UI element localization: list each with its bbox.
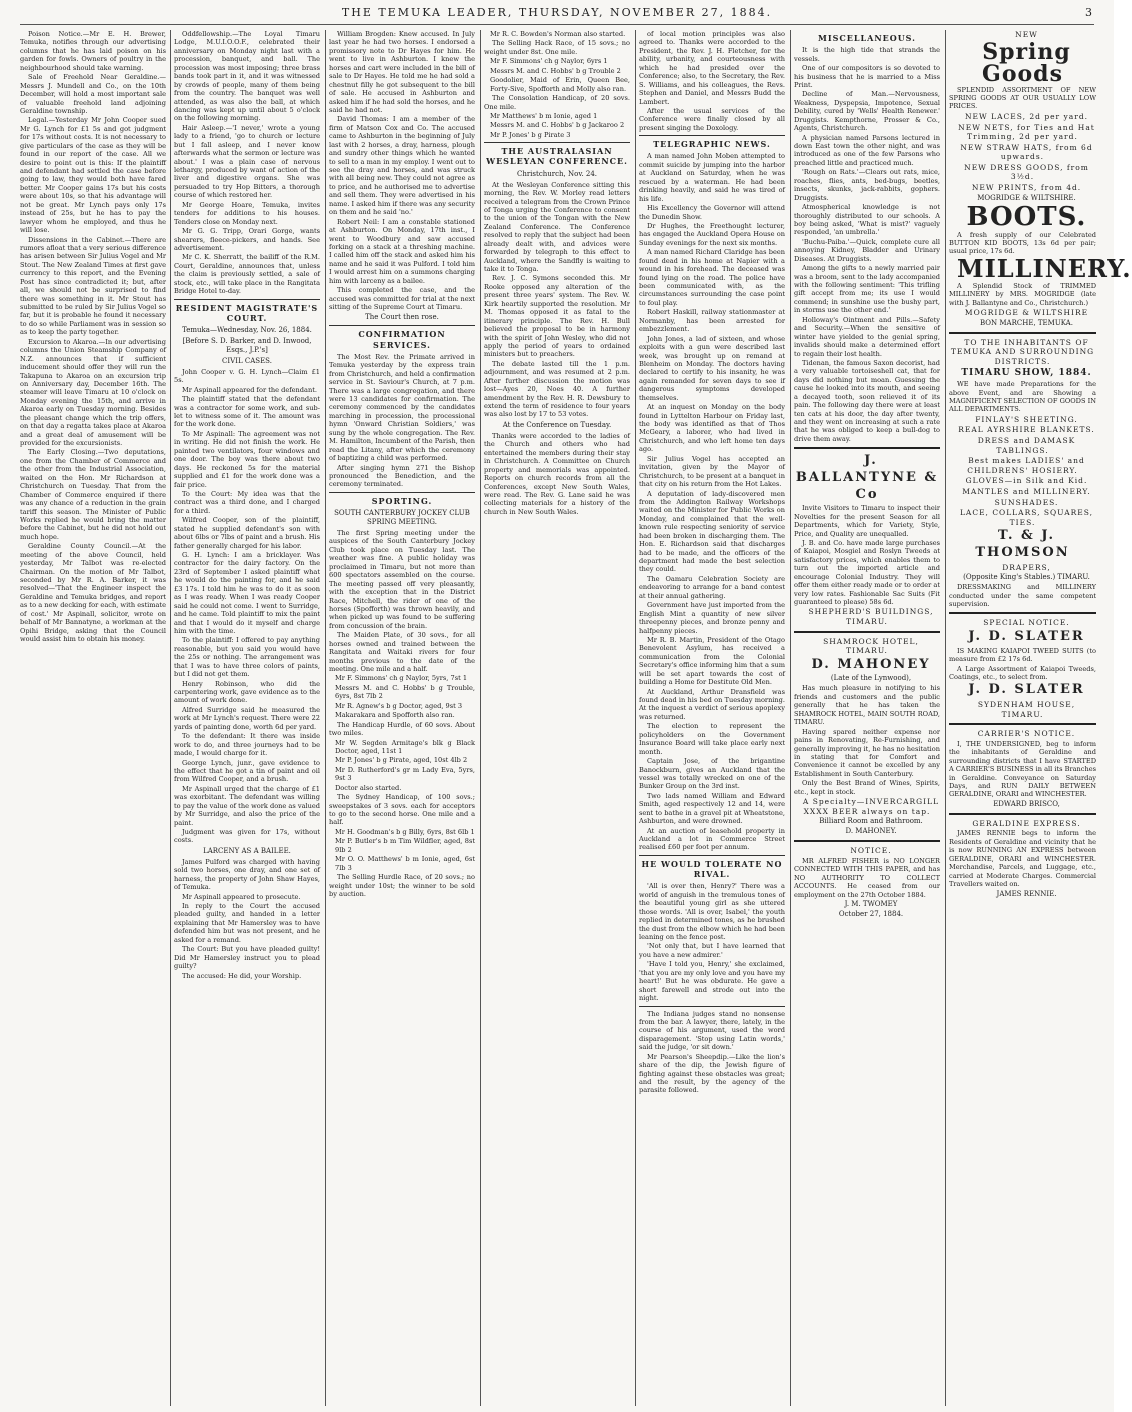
race-result: Goodolier, Maid of Erin, Queen Bee, Forty-Sive, Spofforth and Molly also ran. bbox=[490, 76, 630, 93]
column-2 bbox=[174, 30, 320, 1406]
paragraph: After singing hymn 271 the Bishop pronounced the Benediction, and the ceremony terminated. bbox=[329, 463, 475, 489]
ad-item: DRESS and DAMASK TABLINGS. bbox=[977, 436, 1076, 455]
paragraph: A physician named Parsons lectured in down East town the other night, and was introduced as one of the few Parsons who preached little and practiced much. bbox=[794, 133, 940, 167]
ad-text: J. B. and Co. have made large purchases of Kaiapoi, Mosgiel and Roslyn Tweeds at satisfactory prices, which enables them to turn out the imported article and encourage Colonial Industry. They will offer them either ready made or to order at very low rates. Fashionable Sac Suits (Fit guaranteed to please) 58s 6d. bbox=[794, 538, 940, 607]
ad-text: Billiard Room and Bathroom. bbox=[819, 817, 923, 826]
race-result: Mr F. Simmons' ch g Naylor, 6yrs 1 bbox=[490, 57, 608, 66]
section-heading: THE AUSTRALASIAN WESLEYAN CONFERENCE. bbox=[486, 146, 628, 167]
ad-text: MR ALFRED FISHER is NO LONGER CONNECTED WITH THIS PAPER, and has NO AUTHORITY TO COLLECT ACCOUNTS. He ceased from our employment on the 27th October 1884. bbox=[794, 856, 940, 899]
ad-item: MANTLES and MILLINERY. bbox=[962, 486, 1091, 496]
paragraph: The Handicap Hurdle, of 60 sovs. About two miles. bbox=[329, 720, 475, 738]
ad-item: REAL AYRSHIRE BLANKETS. bbox=[958, 425, 1095, 435]
ad-heading: CARRIER'S NOTICE. bbox=[977, 729, 1076, 739]
paragraph: Wilfred Cooper, son of the plaintiff, stated he supplied defendant's son with about 6lbs or 7lbs of paint and a brush. His father generally charged for his labor. bbox=[174, 516, 320, 550]
paragraph: It is the high tide that strands the vessels. bbox=[794, 46, 940, 63]
paragraph: The Most Rev. the Primate arrived in Temuka yesterday by the express train from Christchurch, and held a confirmation service in St. Saviour's Church, at 7 p.m. There was a large congregation, and there were 13 candidates for confirmation. The ceremony commenced by the candidates marching in procession, the processional hymn 'Onward Christian Soldiers,' was sung by the whole congregation. The Rev. M. Hamilton, Incumbent of the Parish, then read the Litany, after which the ceremony of baptizing a child was performed. bbox=[329, 352, 475, 463]
race-result: Mr D. Rutherford's gr m Lady Eva, 5yrs, 9st 3 bbox=[335, 765, 475, 783]
ad-address: SYDENHAM HOUSE, TIMARU. bbox=[977, 700, 1076, 719]
ad-text: Only the Best Brand of Wines, Spirits, etc., kept in stock. bbox=[794, 779, 940, 796]
paragraph: At the Wesleyan Conference sitting this morning, the Rev. W. Morley read letters received a telegram from the Crown Prince of Tonga urging the Conference to consent to the union of the Tongan with the New Zealand Conference. The Conference resolved to reply that the subject had been already dealt with, and advices were forwarded by telegraph to this effect to Auckland, where the Sandfly is waiting to take it to Tonga. bbox=[484, 180, 630, 274]
ad-item: GLOVES—in Silk and Kid. bbox=[965, 476, 1088, 486]
ad-text: A Large Assortment of Kaiapoi Tweeds, Coatings, etc., to select from. bbox=[949, 664, 1096, 681]
notice-heading: NOTICE. bbox=[850, 846, 892, 856]
column-rule bbox=[170, 30, 171, 1406]
race-result: Messrs M. and C. Hobbs' b g Jackaroo 2 bbox=[490, 121, 625, 130]
section-heading: HE WOULD TOLERATE NO RIVAL. bbox=[641, 858, 783, 880]
ad-heading: TIMARU SHOW, 1884. bbox=[961, 367, 1092, 378]
ad-millinery-title: MILLINERY. bbox=[957, 253, 1132, 283]
paragraph: Captain Jose, of the brigantine Banockburn, gives an Auckland that the vessel was totally wrecked on one of the Bunker Group on the 3rd inst. bbox=[639, 757, 785, 791]
ad-firm-name: MOGRIDGE & WILTSHIRE bbox=[964, 308, 1089, 318]
divider bbox=[484, 142, 630, 143]
paragraph: Mr G. G. Tripp, Orari Gorge, wants shearers, fleece-pickers, and hands. See advertisement. bbox=[174, 227, 320, 252]
paragraph: John Jones, a lad of sixteen, and whose exploits with a gun were described last week, was brought up on remand at Blenheim on Monday. The doctors having declared to certify to his insanity, he was again remanded for seven days to see if dangerous symptoms developed themselves. bbox=[639, 334, 785, 402]
paragraph: The Selling Hurdle Race, of 20 sovs.; no weight under 10st; the winner to be sold by auction. bbox=[329, 873, 475, 898]
paragraph: The Sydney Handicap, of 100 sovs.; sweepstakes of 3 sovs. each for acceptors to go to the second horse. One mile and a half. bbox=[329, 793, 475, 827]
ad-mahoney-title: D. MAHONEY bbox=[811, 656, 931, 672]
divider bbox=[639, 855, 785, 856]
column-rule bbox=[480, 30, 481, 1406]
paragraph: Mr George Hoare, Temuka, invites tenders for additions to his houses. Tenders close on Monday next. bbox=[174, 200, 320, 226]
race-result: Messrs M. and C. Hobbs' b g Trouble 2 bbox=[490, 66, 621, 75]
paragraph: The Selling Hack Race, of 15 sovs.; no weight under 8st. One mile. bbox=[484, 39, 630, 56]
ad-address: SHEPHERD'S BUILDINGS, TIMARU. bbox=[808, 607, 934, 627]
ad-ballantyne-title: J. BALLANTYNE & Co bbox=[795, 453, 939, 502]
paragraph: Sale of Freehold Near Geraldine.—Messrs J. Mundell and Co., on the 10th December, will hold a most important sale of valuable freehold land adjoining Geraldine township. bbox=[20, 73, 166, 115]
race-result: Makarakara and Spofforth also ran. bbox=[335, 711, 455, 720]
ad-item: NEW DRESS GOODS, from 3½d. bbox=[964, 162, 1089, 182]
race-result: Mr F. Simmons' ch g Naylor, 5yrs, 7st 1 bbox=[335, 674, 468, 683]
ad-text: JAMES RENNIE begs to inform the Residents of Geraldine and vicinity that he is now RUNNING AN EXPRESS between GERALDINE, ORARI and WINCHESTER. Merchandise, Parcels, and Luggage, etc., carried at Moderate Charges. Commercial Travellers waited on. bbox=[949, 829, 1096, 889]
section-heading: RESIDENT MAGISTRATE'S COURT. bbox=[175, 302, 319, 323]
paragraph: Oddfellowship.—The Loyal Timaru Lodge, M.U.I.O.O.F., celebrated their anniversary on Monday night last with a procession, banquet, and ball. The procession was most imposing; three brass bands took part in it, and it was witnessed by crowds of people, many of them being from the country. The banquet was well attended, as was also the ball, at which dancing was kept up until about 5 o'clock on the following morning. bbox=[174, 30, 320, 123]
divider bbox=[794, 840, 940, 842]
race-result: Mr P. Jones' b g Pirate 3 bbox=[490, 130, 571, 139]
ad-text: Having spared neither expense nor pains in Renovating, Re-Furnishing, and generally improving it, he has no hesitation in stating that for Comfort and Convenience it cannot be excelled by any Establishment in South Canterbury. bbox=[794, 727, 940, 778]
paragraph: 'Buchu-Paiba.'—Quick, complete cure all annoying Kidney, Bladder and Urinary Diseases. At Druggists. bbox=[794, 237, 940, 263]
subheading: At the Conference on Tuesday. bbox=[502, 420, 612, 429]
ad-text: A Splendid Stock of TRIMMED MILLINERY by MRS. MOGRIDGE (late with J. Ballantyne and Co., Christchurch.) bbox=[949, 281, 1096, 307]
ad-text: WE have made Preparations for the above Event, and are Showing a MAGNIFICENT SELECTION OF GOODS IN ALL DEPARTMENTS. bbox=[949, 380, 1096, 414]
paragraph: The Court: But you have pleaded guilty! Did Mr Hamersley instruct you to plead guilty? bbox=[174, 945, 320, 971]
ad-text: Has much pleasure in notifying to his friends and customers and the public generally that he has taken the SHAMROCK HOTEL, MAIN SOUTH ROAD, TIMARU. bbox=[794, 684, 940, 727]
ad-item: SUNSHADES. bbox=[994, 497, 1059, 507]
paragraph: James Pulford was charged with having sold two horses, one dray, and one set of harness, the property of John Shaw Hayes, of Temuka. bbox=[174, 857, 320, 892]
paragraph: Rev. J. C. Symons seconded this. Mr Rooke opposed any alteration of the present three years' system. The Rev. W. Kirk heartily supported the resolution. Mr M. Thomas opposed it as fatal to the itinerary principle. The Rev. H. Bull believed the proposal to be in harmony with the spirit of John Wesley, who did not apply the period of years to ordained ministers but to preachers. bbox=[484, 274, 630, 359]
ad-item: NEW NETS, for Ties and Hat Trimming, 2d per yard. bbox=[958, 122, 1095, 142]
race-result: Mr O. O. Matthews' b m Ionie, aged, 6st 7lb 3 bbox=[335, 855, 475, 872]
divider bbox=[949, 813, 1096, 815]
page-number: 3 bbox=[1085, 6, 1094, 19]
section-heading: MISCELLANEOUS. bbox=[818, 33, 916, 43]
paragraph: The Oamaru Celebration Society are endeavoring to arrange for a band contest at their annual gathering. bbox=[639, 574, 785, 600]
ad-item: Best makes LADIES' and CHILDRENS' HOSIERY. bbox=[967, 456, 1085, 475]
paragraph: Dissensions in the Cabinet.—There are rumors afloat that a very serious difference has arisen between Sir Julius Vogel and Mr Stout. The New Zealand Times at first gave currency to this report, and the Evening Post has since contradicted it; but, after all, we should not be surprised to find there was something in it. Mr Stout has submitted to be ruled by Sir Julius Vogel so far, but it is probable he found it necessary to do so while Parliament was in session so as to keep the party together. bbox=[20, 235, 166, 337]
ad-text: DRESSMAKING and MILLINERY conducted under the same competent supervision. bbox=[949, 583, 1096, 609]
paragraph: 'Rough on Rats.'—Clears out rats, mice, roaches, flies, ants, bed-bugs, beetles, insects, skunks, jack-rabbits, gophers. Druggists. bbox=[794, 168, 940, 202]
paragraph: Judgment was given for 17s, without costs. bbox=[174, 828, 320, 845]
divider bbox=[794, 447, 940, 449]
divider bbox=[329, 325, 475, 326]
paragraph: One of our compositors is so devoted to his business that he is married to a Miss Print. bbox=[794, 64, 940, 89]
paragraph: Decline of Man.—Nervousness, Weakness, Dyspepsia, Impotence, Sexual Debility, cured by 'Wells' Health Renewer.' Druggists. Kempthorne, Prosser & Co., Agents, Christchurch. bbox=[794, 90, 940, 133]
paragraph: Robert Haskill, railway stationmaster at Normanby, has been arrested for embezzlement. bbox=[639, 308, 785, 334]
ad-slater-title: J. D. SLATER bbox=[968, 629, 1085, 645]
paragraph: The Consolation Handicap, of 20 sovs. One mile. bbox=[484, 94, 630, 111]
masthead-title: THE TEMUKA LEADER, THURSDAY, NOVEMBER 27, 1884. bbox=[341, 6, 773, 19]
paragraph: 'Have I told you, Henry,' she exclaimed, 'that you are my only love and you have my heart!' But he was obdurate. He gave a short farewell and strode out into the night. bbox=[639, 960, 785, 1003]
paragraph: Excursion to Akaroa.—In our advertising columns the Union Steamship Company of N.Z. announces that if sufficient inducement should offer they will run the Takapuna to Akaroa on an excursion trip on Anniversary day, December 16th. The steamer will leave Timaru at 10 o'clock on Monday evening the 15th, and arrive in Akaroa early on Tuesday morning. Besides the pleasant change which the trip offers, on that day a regatta takes place at Akaroa and a great deal of amusement will be provided for the excursionists. bbox=[20, 337, 166, 447]
divider bbox=[949, 612, 1096, 614]
paragraph: G. H. Lynch: I am a bricklayer. Was contractor for the dairy factory. On the 23rd of September I asked plaintiff what he would do the painting for, and he said £3 17s. I told him he was to do it as soon as I was ready. When I was ready Cooper said he could not come. I went to Surridge, and he came. Told plaintiff to mix the paint and that I would do it myself and charge him with the time. bbox=[174, 551, 320, 635]
ad-subtitle: DRAPERS, bbox=[1002, 562, 1051, 572]
ad-spring-goods-title: Spring Goods bbox=[982, 38, 1071, 87]
race-result: Messrs M. and C. Hobbs' b g Trouble, 6yrs, 8st 7lb 2 bbox=[335, 683, 475, 701]
paragraph: In reply to the Court the accused pleaded guilty, and handed in a letter explaining that Mr Hamersley was to have defended him but was not present, and he asked for a remand. bbox=[174, 902, 320, 944]
ad-text: Invite Visitors to Timaru to inspect their Novelties for the present Season for all Departments, which for Variety, Style, Price, and Quality are unequalled. bbox=[794, 504, 940, 538]
column-rule bbox=[945, 30, 946, 1406]
paragraph: George Lynch, junr., gave evidence to the effect that he got a tin of paint and oil from Wilfred Cooper, and a brush. bbox=[174, 758, 320, 784]
column-7 bbox=[949, 30, 1132, 1406]
race-result: Mr P. Butler's b m Tim Wildfler, aged, 8st 9lb 2 bbox=[335, 837, 475, 854]
paragraph: His Excellency the Governor will attend the Dunedin Show. bbox=[639, 204, 785, 221]
paragraph: Dr Hughes, the Freethought lecturer, has engaged the Auckland Opera House on Sunday evenings for the next six months. bbox=[639, 221, 785, 247]
divider bbox=[794, 631, 940, 633]
paragraph: Legal.—Yesterday Mr John Cooper sued Mr G. Lynch for £1 5s and got judgment for 17s without costs. It is not necessary to give particulars of the case as they will be found in our report of the case. All we desire to point out is this: If the plaintiff and defendant had settled the case before going to law, they would both have fared better. Mr Cooper gains 17s but his costs were about 10s, so that his advantage will not be great. Mr Lynch pays only 17s instead of 25s, but he has to pay the lawyer whom he employed, and thus he will lose. bbox=[20, 116, 166, 235]
columns bbox=[20, 30, 1132, 1406]
ad-item: FINLAY'S SHEETING. bbox=[975, 414, 1078, 424]
ad-text: SPLENDID ASSORTMENT OF NEW SPRING GOODS AT OUR USUALLY LOW PRICES. bbox=[949, 85, 1096, 111]
paragraph: Two lads named William and Edward Smith, aged respectively 12 and 14, were sent to bathe in a gravel pit at Wheatstone, Ashburton, and were drowned. bbox=[639, 791, 785, 826]
paragraph: At an auction of leasehold property in Auckland a lot in Commerce Street realised £60 per foot per annum. bbox=[639, 826, 785, 852]
paragraph: A man named Richard Claridge has been found dead in his home at Napier with a wound in his forehead. The deceased was found lying on the road. The police have been communicated with, as the circumstances surrounding the case point to foul play. bbox=[639, 248, 785, 307]
ad-text: A fresh supply of our Celebrated BUTTON KID BOOTS, 13s 6d per pair; usual price, 17s 6d. bbox=[949, 230, 1096, 256]
section-heading: CONFIRMATION SERVICES. bbox=[358, 329, 446, 350]
paragraph: To Mr Aspinall: The agreement was not in writing. He did not finish the work. He painted two ventilators, four windows and one door. The boy was there about two days. He reckoned 5s for the material supplied and £1 for the work done was a fair price. bbox=[174, 429, 320, 489]
paragraph: Sir Julius Vogel has accepted an invitation, given by the Mayor of Christchurch, to be present at a banquet in that city on his return from the Hot Lakes. bbox=[639, 454, 785, 489]
column-rule bbox=[325, 30, 326, 1406]
paragraph: 'All is over then, Henry?' There was a world of anguish in the tremulous tones of the beautiful young girl as she uttered those words. 'All is over, Isabel,' the youth replied in determined tones, as he brushed the dust from the elbow which he had been leaning on the fence post. bbox=[639, 882, 785, 942]
ad-thomson-title: T. & J. THOMSON bbox=[975, 528, 1070, 560]
paragraph: William Brogden: Knew accused. In July last year he had two horses. I endorsed a promissory note to Dr Hayes for him. He went to live in Ashburton. I knew the horses and cart were included in the bill of sale to Dr Hayes. He told me he had sold a chestnut filly he got subsequent to the bill of sale. He accused in Ashburton and asked him if he had sold the horses, and he said he had not. bbox=[329, 30, 475, 114]
paragraph: The election to represent the policyholders on the Government Insurance Board will take place early next month. bbox=[639, 722, 785, 756]
divider bbox=[949, 332, 1096, 334]
ad-signature: J. M. TWOMEY bbox=[844, 900, 898, 908]
ad-heading: TO THE INHABITANTS OF TEMUKA AND SURROUNDING DISTRICTS. bbox=[950, 337, 1095, 366]
column-rule bbox=[635, 30, 636, 1406]
paragraph: To the Court: My idea was that the contract was a third done, and I charged for a third. bbox=[174, 489, 320, 515]
paragraph: Tidenan, the famous Saxon decorist, had a very valuable tortoiseshell cat, that for days did nothing but moan. Guessing the cause he looked into its mouth, and seeing a decayed tooth, soon relieved it of its pain. The following day there were at least ten cats at his door, the day after twenty, and they went on increasing at such a rate that he was obliged to keep a bull-dog to drive them away. bbox=[794, 358, 940, 443]
race-result: Mr Matthews' b m Ionie, aged 1 bbox=[490, 111, 598, 120]
ad-signature: D. MAHONEY. bbox=[845, 827, 897, 836]
masthead bbox=[20, 6, 1094, 25]
paragraph: 'Not only that, but I have learned that you have a new admirer.' bbox=[639, 942, 785, 959]
column-3 bbox=[329, 30, 475, 1406]
divider bbox=[639, 1006, 785, 1007]
bench-line: [Before S. D. Barker, and D. Inwood, Esqs., J.P.'s] bbox=[182, 336, 312, 354]
paragraph: Mr C. K. Sherratt, the bailiff of the R.M. Court, Geraldine, announces that, unless the claim is previously settled, a sale of stock, etc., will take place in the Rangitata Bridge Hotel to-day. bbox=[174, 253, 320, 296]
subheading: SOUTH CANTERBURY JOCKEY CLUB SPRING MEETING. bbox=[334, 509, 470, 527]
paragraph: Robert Neil: I am a constable stationed at Ashburton. On Monday, 17th inst., I went to Woodbury and saw accused forking on a stack at a threshing machine. I called him off the stack and asked him his name and he said it was Pulford. I told him I would arrest him on a summons charging him with larceny as a bailee. bbox=[329, 217, 475, 285]
paragraph: This completed the case, and the accused was committed for trial at the next sitting of the Supreme Court at Timaru. bbox=[329, 286, 475, 311]
paragraph: The Court then rose. bbox=[365, 313, 439, 322]
paragraph: Mr Aspinall appeared for the defendant. bbox=[182, 385, 317, 394]
ad-address: (Opposite King's Stables.) TIMARU. bbox=[963, 573, 1090, 582]
paragraph: Government have just imported from the English Mint a quantity of new silver threepenny pieces, and bronze penny and halfpenny pieces. bbox=[639, 601, 785, 635]
column-4 bbox=[484, 30, 630, 1406]
ad-heading: GERALDINE EXPRESS. bbox=[972, 818, 1081, 828]
paragraph: of local motion principles was also agreed to. Thanks were accorded to the President, the Rev. J. H. Fletcher, for the ability, urbanity, and courteousness with which he had presided over the Conference; also, to the Secretary, the Rev. S. Williams, and his colleagues, the Revs. Stephen and Daniel, and Messrs Budd the Lambert. bbox=[639, 30, 785, 106]
subheading: LARCENY AS A BAILEE. bbox=[203, 846, 291, 855]
paragraph: To the plaintiff: I offered to pay anything reasonable, but you said you would have the 25s or nothing. The arrangement was that I was to have three colors of paints, but I did not get them. bbox=[174, 636, 320, 679]
ad-text: A Specialty—INVERCARGILL XXXX BEER always on tap. bbox=[802, 797, 940, 816]
column-1 bbox=[20, 30, 166, 1406]
paragraph: The Indiana judges stand no nonsense from the bar. A lawyer, there, lately, in the course of his argument, used the word disparagement. 'Stop using Latin words,' said the judge, 'or sit down.' bbox=[639, 1009, 785, 1052]
paragraph: The plaintiff stated that the defendant was a contractor for some work, and sub-let to witness some of it. The amount was for the work done. bbox=[174, 395, 320, 429]
race-result: Mr R. C. Bowden's Norman also started. bbox=[490, 30, 626, 38]
paragraph: Poison Notice.—Mr E. H. Brewer, Temuka, notifies through our advertising columns that he has laid poison on his garden for fowls. Owners of poultry in the neighbourhood should take warning. bbox=[20, 30, 166, 72]
section-heading: SPORTING. bbox=[371, 495, 433, 506]
ad-address: BON MARCHE, TEMUKA. bbox=[980, 318, 1073, 327]
paragraph: Among the gifts to a newly married pair was a broom, sent to the lady accompanied with the following sentiment: 'This trifling gift accept from me; its use I would commend; in sunshine use the bushy part, in storms use the other end.' bbox=[794, 264, 940, 315]
paragraph: Holloway's Ointment and Pills.—Safety and Security.—When the sensitive of winter have yielded to the genial spring, invalids should make a determined effort to regain their lost health. bbox=[794, 315, 940, 358]
paragraph: The accused: He did, your Worship. bbox=[182, 971, 302, 980]
paragraph: At an inquest on Monday on the body found in Lyttelton Harbour on Friday last, the body was identified as that of Thos McGeary, a laborer, who had lived in Christchurch, and who left home ten days ago. bbox=[639, 403, 785, 454]
subheading: CIVIL CASES. bbox=[222, 356, 272, 365]
paragraph: The Maiden Plate, of 30 sovs., for all horses owned and trained between the Rangitata and Waitaki rivers for four months previous to the date of the meeting. One mile and a half. bbox=[329, 631, 475, 673]
column-6 bbox=[794, 30, 940, 1406]
divider bbox=[639, 135, 785, 136]
paragraph: Henry Robinson, who did the carpentering work, gave evidence as to the amount of work done. bbox=[174, 679, 320, 705]
ad-shamrock-heading: SHAMROCK HOTEL, TIMARU. bbox=[823, 636, 919, 656]
divider bbox=[329, 492, 475, 493]
race-result: Mr H. Goodman's b g Billy, 6yrs, 8st 6lb 1 bbox=[335, 827, 475, 836]
ad-subtitle: (Late of the Lynwood), bbox=[830, 674, 912, 683]
ad-date: October 27, 1884. bbox=[838, 909, 904, 918]
paragraph: A man named John Moben attempted to commit suicide by jumping into the harbor at Auckland on Saturday, when he was rescued by a waterman. He had been drinking heavily, and said he was tired of his life. bbox=[639, 152, 785, 203]
paragraph: At Auckland, Arthur Dransfield was found dead in his bed on Tuesday morning. At the inquest a verdict of serious apoplexy was returned. bbox=[639, 687, 785, 721]
ad-new: NEW bbox=[1015, 30, 1038, 39]
paragraph: The first Spring meeting under the auspices of the South Canterbury Jockey Club took place on Tuesday last. The weather was fine. A public holiday was proclaimed in Timaru, but not more than 600 spectators assembled on the course. The meeting passed off very pleasantly, with the exception that in the District Race, Mitchell, the rider of one of the horses (Spofforth) was thrown heavily, and when picked up was found to be suffering from concussion of the brain. bbox=[329, 529, 475, 630]
paragraph: A deputation of lady-discovered men from the Addington Railway Workshops waited on the Minister for Public Works on Monday, and complained that the well-known rule respecting seniority of service had been broken in discharging them. The Hon. E. Richardson said that discharges had to be made, and the officers of the department had made the best selection they could. bbox=[639, 489, 785, 574]
column-rule bbox=[790, 30, 791, 1406]
divider bbox=[949, 723, 1096, 725]
ad-signature: EDWARD BRISCO, bbox=[993, 799, 1060, 808]
race-result: Doctor also started. bbox=[335, 783, 402, 792]
ad-slater-title: J. D. SLATER bbox=[968, 682, 1085, 698]
paragraph: Atmospherical knowledge is not thoroughly distributed to our schools. A boy being asked, 'What is mist?' vaguely responded, 'an umbrella.' bbox=[794, 203, 940, 237]
ad-item: NEW LACES, 2d per yard. bbox=[964, 111, 1089, 121]
ad-item: NEW STRAW HATS, from 6d upwards. bbox=[960, 142, 1093, 162]
paragraph: The debate lasted till the 1 p.m. adjournment, and was resumed at 2 p.m. After further discussion the motion was lost—Ayes 20, Noes 40. A further amendment by the Rev. H. R. Dewsbury to extend the term of residence to four years was also lost by 17 to 53 votes. bbox=[484, 359, 630, 419]
section-dateline: Temuka—Wednesday, Nov. 26, 1884. bbox=[182, 326, 312, 335]
paragraph: Mr Pearson's Sheepdip.—Like the lion's share of the dip, the Jewish figure of fighting against these obstacles was great; and the result, by the agency of the parasite followed. bbox=[639, 1052, 785, 1095]
paragraph: To the defendant: It there was inside work to do, and three journeys had to be made, I would charge for it. bbox=[174, 732, 320, 758]
paragraph: John Cooper v. G. H. Lynch—Claim £1 5s. bbox=[174, 367, 320, 385]
paragraph: Thanks were accorded to the ladies of the Church and others who had entertained the members during their stay in Christchurch. A Committee on Church property and memorials was appointed. Reports on church records from all the Conferences, except New South Wales, were read. The Rev. G. Lane said he was collecting materials for a history of the church in New South Wales. bbox=[484, 431, 630, 516]
paragraph: Alfred Surridge said he measured the work at Mr Lynch's request. There were 22 yards of painting done, worth 6d per yard. bbox=[174, 705, 320, 731]
ad-boots-title: BOOTS. bbox=[966, 201, 1087, 232]
ad-heading: SPECIAL NOTICE. bbox=[983, 618, 1070, 628]
column-5 bbox=[639, 30, 785, 1406]
race-result: Mr R. Agnew's b g Doctor, aged, 9st 3 bbox=[335, 701, 463, 710]
race-result: Mr P. Jones' b g Pirate, aged, 10st 4lb 2 bbox=[335, 756, 468, 765]
ad-item: NEW PRINTS, from 4d. bbox=[971, 183, 1082, 193]
paragraph: Hair Asleep.—'I never,' wrote a young lady to a friend, 'go to church or lecture but I fall asleep, and I never know afterwards what the sermon or lecture was about.' I was a plain case of nervous lethargy, produced by want of action of the liver and digestive organs. She was persuaded to try Hop Bitters, a thorough course of which restored her. bbox=[174, 123, 320, 200]
divider bbox=[174, 299, 320, 300]
race-result: Mr W. Segden Armitage's blk g Black Doctor, aged, 11st 1 bbox=[335, 738, 475, 755]
ad-signature: MOGRIDGE & WILTSHIRE. bbox=[977, 193, 1076, 202]
ad-item: LACE, COLLARS, SQUARES, TIES. bbox=[959, 508, 1094, 527]
paragraph: Mr Aspinall urged that the charge of £1 was exorbitant. The defendant was willing to pay the value of the work done as valued by Mr Surridge, and also the price of the paint. bbox=[174, 784, 320, 827]
ad-text: IS MAKING KAIAPOI TWEED SUITS (to measure from £2 17s 6d. bbox=[949, 646, 1096, 664]
paragraph: Mr Aspinall appeared to prosecute. bbox=[182, 892, 301, 901]
ad-signature: JAMES RENNIE. bbox=[996, 889, 1057, 898]
paragraph: The Early Closing.—Two deputations, one from the Chamber of Commerce and the other from the Industrial Association, waited on the Hon. Mr Richardson at Christchurch on Tuesday. That from the Chamber of Commerce enquired if there was any chance of a reduction in the grain tariff this season. The Minister of Public Works replied he would bring the matter before the Cabinet, but he did not hold out much hope. bbox=[20, 448, 166, 541]
section-dateline: Christchurch, Nov. 24. bbox=[516, 169, 598, 178]
paragraph: After the usual services of the Conference were finally closed by all present singing the Doxology. bbox=[639, 106, 785, 132]
paragraph: David Thomas: I am a member of the firm of Matson Cox and Co. The accused came to Ashburton in the beginning of July last with 2 horses, a dray, harness, plough and sundry other things which he wanted to sell to a man in my employ. I went out to see the dray and horses, and was struck with all being new. They could not agree as to price, and he authorised me to advertise and sell them. They were advertised in his name. I asked him if there was any security on them and he said 'no.' bbox=[329, 115, 475, 217]
paragraph: Mr R. B. Martin, President of the Otago Benevolent Asylum, has received a communication from the Colonial Secretary's office informing him that a sum will be set apart towards the cost of building a Home for Destitute Old Men. bbox=[639, 635, 785, 687]
ad-text: I, THE UNDERSIGNED, beg to inform the inhabitants of Geraldine and surrounding districts that I have STARTED A CARRIER'S BUSINESS in all its Branches in Geraldine. Conveyance on Saturday Days, and RUN DAILY BETWEEN GERALDINE, ORARI and WINCHESTER. bbox=[949, 739, 1096, 799]
paragraph: Geraldine County Council.—At the meeting of the above Council, held yesterday, Mr Talbot was re-elected Chairman. On the motion of Mr Talbot, seconded by Mr R. A. Barker, it was resolved—'That the Engineer inspect the Geraldine and Temuka bridges, and report as to a new decking for each, with estimate of cost.' Mr Aspinall, solicitor, wrote on behalf of Mr Bannatyne, a workman at the Opihi Bridge, asking that the Council would assist him to obtain his money. bbox=[20, 542, 166, 644]
section-heading: TELEGRAPHIC NEWS. bbox=[653, 139, 771, 150]
